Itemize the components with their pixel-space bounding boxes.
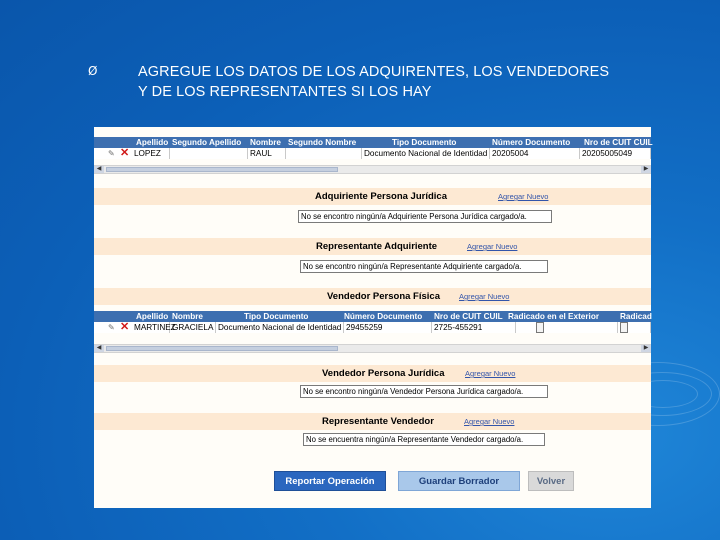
empty-message-representante-vendedor: No se encuentra ningún/a Representante Vendedor cargado/a. <box>303 433 545 446</box>
cell-nombre: RAUL <box>248 148 286 159</box>
horizontal-scrollbar[interactable] <box>94 344 651 353</box>
pencil-icon[interactable]: ✎ <box>108 149 115 158</box>
cell-apellido: LOPEZ <box>132 148 170 159</box>
cell-numero-documento: 20205004 <box>490 148 580 159</box>
bullet-arrow-icon: Ø <box>88 64 98 78</box>
section-title-representante-adquiriente: Representante Adquiriente <box>316 241 438 252</box>
back-button[interactable]: Volver <box>528 471 574 491</box>
section-title-adquiriente-juridica: Adquiriente Persona Jurídica <box>315 191 447 202</box>
cell-tipo-documento: Documento Nacional de Identidad <box>216 322 344 333</box>
section-band <box>94 288 651 305</box>
cell-numero-documento: 29455259 <box>344 322 432 333</box>
scroll-left-icon[interactable]: ◀ <box>94 345 104 352</box>
section-title-vendedor-juridica: Vendedor Persona Jurídica <box>322 368 445 379</box>
cell-cuit: 20205005049 <box>580 148 651 159</box>
scroll-right-icon[interactable]: ▶ <box>641 345 651 352</box>
slide-heading <box>138 62 609 102</box>
section-band <box>94 413 651 430</box>
add-vendedor-fisica-link[interactable]: Agregar Nuevo <box>459 292 510 301</box>
cell-radicado-exterior <box>516 322 618 333</box>
cell-cuit: 2725-455291 <box>432 322 516 333</box>
section-title-representante-vendedor: Representante Vendedor <box>322 416 434 427</box>
section-band <box>94 188 651 205</box>
add-representante-adquiriente-link[interactable]: Agregar Nuevo <box>467 242 518 251</box>
add-adquiriente-juridica-link[interactable]: Agregar Nuevo <box>498 192 549 201</box>
cell-segundo-apellido <box>170 148 248 159</box>
column-header[interactable]: Apellido <box>136 138 169 147</box>
column-header[interactable]: Nombre <box>250 138 281 147</box>
column-header[interactable]: Número Documento <box>344 312 423 321</box>
report-operation-button[interactable]: Reportar Operación <box>274 471 386 491</box>
empty-message-vendedor-juridica: No se encontro ningún/a Vendedor Persona Jurídica cargado/a. <box>300 385 548 398</box>
column-header[interactable]: Número Documento <box>492 138 571 147</box>
pencil-icon[interactable]: ✎ <box>108 323 115 332</box>
vendedor-grid-header <box>94 311 651 322</box>
adquiriente-grid-header <box>94 137 651 148</box>
section-title-vendedor-fisica: Vendedor Persona Física <box>327 291 440 302</box>
column-header[interactable]: Segundo Apellido <box>172 138 242 147</box>
radicado-checkbox[interactable] <box>620 322 628 333</box>
column-header[interactable]: Nro de CUIT CUIL <box>434 312 503 321</box>
scrollbar-thumb[interactable] <box>106 346 338 351</box>
table-row[interactable] <box>94 322 651 333</box>
cell-segundo-nombre <box>286 148 362 159</box>
slide-heading-line-1: AGREGUE LOS DATOS DE LOS ADQUIRENTES, LOS VENDEDORES <box>138 64 610 80</box>
form-screenshot <box>94 127 651 508</box>
table-row[interactable] <box>94 148 651 159</box>
scrollbar-thumb[interactable] <box>106 167 338 172</box>
column-header[interactable]: Tipo Documento <box>244 312 309 321</box>
delete-x-icon[interactable]: ✕ <box>120 147 130 159</box>
delete-x-icon[interactable]: ✕ <box>120 321 130 333</box>
section-band <box>94 238 651 255</box>
add-representante-vendedor-link[interactable]: Agregar Nuevo <box>464 417 515 426</box>
column-header[interactable]: Nombre <box>172 312 203 321</box>
column-header[interactable]: Segundo Nombre <box>288 138 357 147</box>
cell-tipo-documento: Documento Nacional de Identidad <box>362 148 490 159</box>
radicado-exterior-checkbox[interactable] <box>536 322 544 333</box>
save-draft-button[interactable]: Guardar Borrador <box>398 471 520 491</box>
cell-nombre: GRACIELA <box>170 322 216 333</box>
scroll-left-icon[interactable]: ◀ <box>94 166 104 173</box>
column-header[interactable]: Apellido <box>136 312 169 321</box>
column-header[interactable]: Radicad <box>620 312 652 321</box>
section-band <box>94 365 651 382</box>
cell-apellido: MARTINEZ <box>134 323 176 332</box>
empty-message-representante-adquiriente: No se encontro ningún/a Representante Adquiriente cargado/a. <box>300 260 548 273</box>
column-header[interactable]: Nro de CUIT CUIL <box>584 138 653 147</box>
scroll-right-icon[interactable]: ▶ <box>641 166 651 173</box>
column-header[interactable]: Tipo Documento <box>392 138 457 147</box>
horizontal-scrollbar[interactable] <box>94 165 651 174</box>
column-header[interactable]: Radicado en el Exterior <box>508 312 600 321</box>
empty-message-adquiriente-juridica: No se encontro ningún/a Adquiriente Persona Jurídica cargado/a. <box>298 210 552 223</box>
cell-radicado <box>618 322 651 333</box>
slide-heading-line-2: Y DE LOS REPRESENTANTES SI LOS HAY <box>138 84 432 100</box>
add-vendedor-juridica-link[interactable]: Agregar Nuevo <box>465 369 516 378</box>
